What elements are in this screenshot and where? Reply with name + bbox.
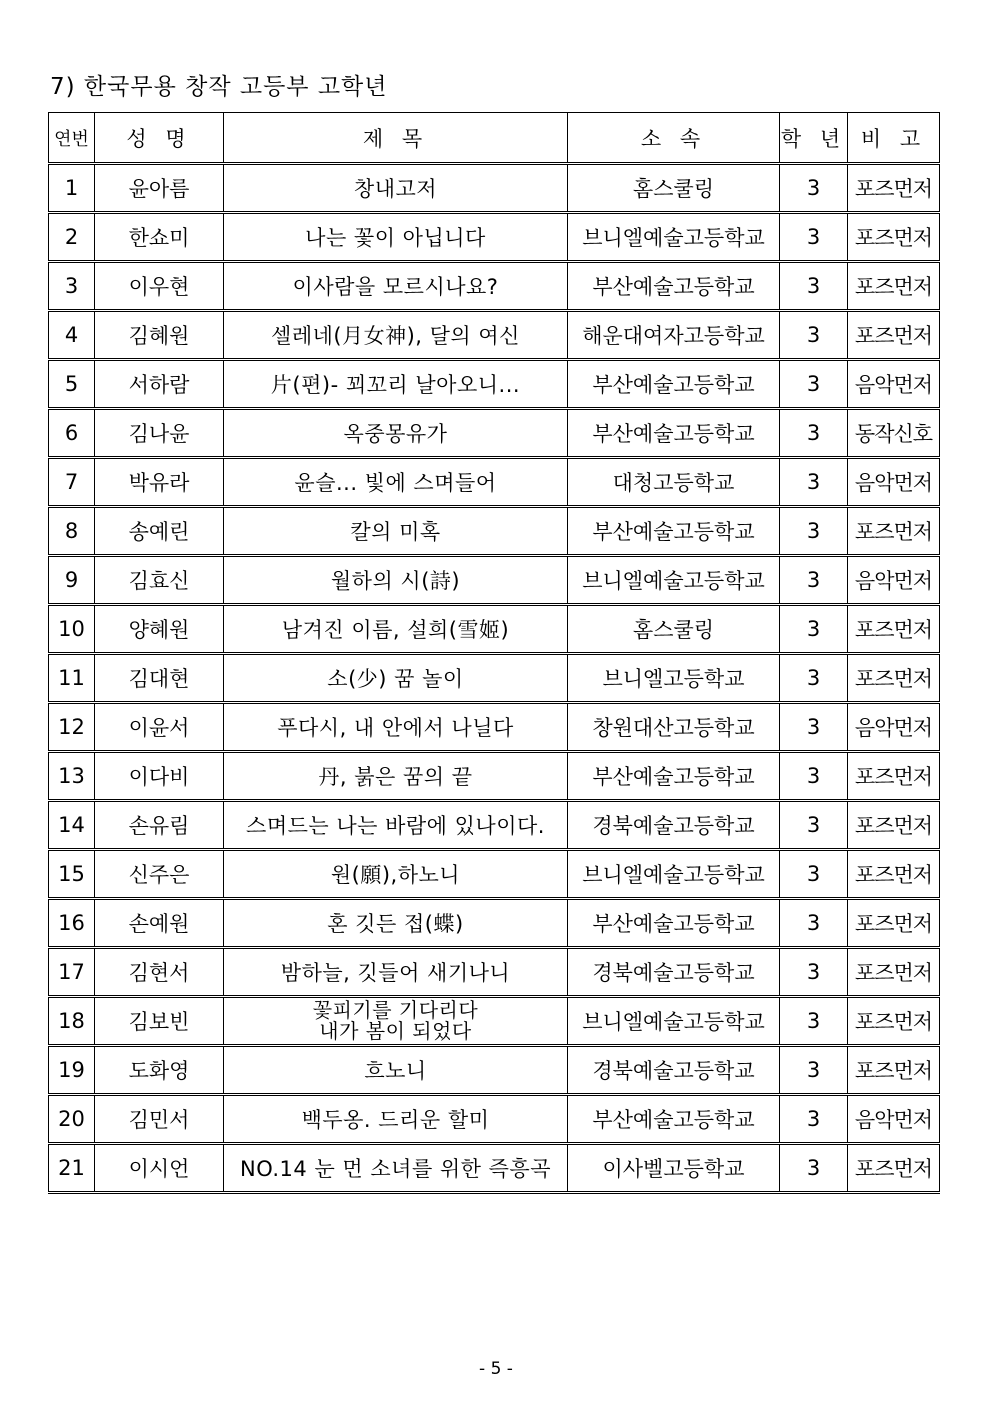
cell-name: 김보빈 (95, 997, 224, 1046)
cell-no: 12 (49, 703, 95, 752)
cell-no: 18 (49, 997, 95, 1046)
cell-affiliation: 창원대산고등학교 (568, 703, 780, 752)
cell-grade: 3 (780, 458, 848, 507)
cell-no: 5 (49, 360, 95, 409)
cell-note: 음악먼저 (848, 703, 940, 752)
cell-no: 8 (49, 507, 95, 556)
table-row (49, 409, 940, 458)
cell-no: 1 (49, 164, 95, 213)
cell-no: 17 (49, 948, 95, 997)
header-no: 연번 (49, 113, 95, 164)
cell-affiliation: 부산예술고등학교 (568, 752, 780, 801)
cell-note: 음악먼저 (848, 1095, 940, 1144)
cell-name: 이시언 (95, 1144, 224, 1193)
cell-name: 이다비 (95, 752, 224, 801)
header-affiliation: 소 속 (568, 113, 780, 164)
cell-affiliation: 이사벨고등학교 (568, 1144, 780, 1193)
cell-name: 김현서 (95, 948, 224, 997)
cell-name: 도화영 (95, 1046, 224, 1095)
cell-title: 백두옹. 드리운 할미 (224, 1095, 568, 1144)
cell-note: 동작신호 (848, 409, 940, 458)
cell-name: 김효신 (95, 556, 224, 605)
table-row (49, 1095, 940, 1144)
cell-grade: 3 (780, 899, 848, 948)
cell-grade: 3 (780, 1046, 848, 1095)
cell-grade: 3 (780, 164, 848, 213)
table-row (49, 654, 940, 703)
cell-no: 16 (49, 899, 95, 948)
cell-title-line: 꽃피기를 기다리다 (312, 998, 479, 1022)
cell-affiliation: 경북예술고등학교 (568, 801, 780, 850)
table-row (49, 605, 940, 654)
cell-title: 셀레네(月女神), 달의 여신 (224, 311, 568, 360)
cell-affiliation: 브니엘예술고등학교 (568, 997, 780, 1046)
cell-affiliation: 대청고등학교 (568, 458, 780, 507)
cell-grade: 3 (780, 409, 848, 458)
cell-grade: 3 (780, 948, 848, 997)
cell-note: 음악먼저 (848, 360, 940, 409)
cell-affiliation: 브니엘예술고등학교 (568, 850, 780, 899)
cell-affiliation: 부산예술고등학교 (568, 899, 780, 948)
cell-note: 음악먼저 (848, 556, 940, 605)
cell-title: 片(편)- 꾀꼬리 날아오니... (224, 360, 568, 409)
cell-grade: 3 (780, 801, 848, 850)
table-row (49, 997, 940, 1046)
table-row (49, 213, 940, 262)
cell-grade: 3 (780, 605, 848, 654)
cell-grade: 3 (780, 997, 848, 1046)
cell-affiliation: 부산예술고등학교 (568, 262, 780, 311)
cell-note: 포즈먼저 (848, 997, 940, 1046)
table-row (49, 948, 940, 997)
cell-note: 포즈먼저 (848, 948, 940, 997)
cell-name: 양혜원 (95, 605, 224, 654)
table-row (49, 507, 940, 556)
table-row (49, 360, 940, 409)
cell-grade: 3 (780, 556, 848, 605)
table-row (49, 311, 940, 360)
cell-name: 김민서 (95, 1095, 224, 1144)
cell-affiliation: 부산예술고등학교 (568, 507, 780, 556)
cell-grade: 3 (780, 507, 848, 556)
cell-no: 4 (49, 311, 95, 360)
cell-name: 서하람 (95, 360, 224, 409)
table-row (49, 801, 940, 850)
cell-note: 포즈먼저 (848, 311, 940, 360)
cell-affiliation: 브니엘예술고등학교 (568, 213, 780, 262)
table-row (49, 1144, 940, 1193)
table-header-row (49, 113, 940, 164)
cell-no: 15 (49, 850, 95, 899)
cell-grade: 3 (780, 752, 848, 801)
cell-title: 흐노니 (224, 1046, 568, 1095)
cell-name: 송예린 (95, 507, 224, 556)
cell-title: 옥중몽유가 (224, 409, 568, 458)
cell-no: 9 (49, 556, 95, 605)
cell-no: 13 (49, 752, 95, 801)
table-row (49, 458, 940, 507)
cell-grade: 3 (780, 213, 848, 262)
cell-affiliation: 부산예술고등학교 (568, 409, 780, 458)
cell-affiliation: 부산예술고등학교 (568, 360, 780, 409)
cell-affiliation: 해운대여자고등학교 (568, 311, 780, 360)
cell-grade: 3 (780, 360, 848, 409)
cell-name: 김나윤 (95, 409, 224, 458)
cell-title-line: 내가 봄이 되었다 (319, 1019, 472, 1043)
cell-grade: 3 (780, 703, 848, 752)
cell-grade: 3 (780, 1144, 848, 1193)
cell-no: 2 (49, 213, 95, 262)
cell-name: 윤아름 (95, 164, 224, 213)
cell-name: 손예원 (95, 899, 224, 948)
cell-affiliation: 홈스쿨링 (568, 605, 780, 654)
cell-name: 이윤서 (95, 703, 224, 752)
cell-name: 김혜원 (95, 311, 224, 360)
cell-name: 손유림 (95, 801, 224, 850)
table-row (49, 262, 940, 311)
cell-affiliation: 홈스쿨링 (568, 164, 780, 213)
cell-grade: 3 (780, 262, 848, 311)
table-row (49, 703, 940, 752)
cell-note: 포즈먼저 (848, 850, 940, 899)
cell-title: 스며드는 나는 바람에 있나이다. (224, 801, 568, 850)
cell-name: 이우현 (95, 262, 224, 311)
header-grade: 학 년 (780, 113, 848, 164)
cell-name: 김대현 (95, 654, 224, 703)
table-row (49, 556, 940, 605)
cell-affiliation: 브니엘고등학교 (568, 654, 780, 703)
table-row (49, 850, 940, 899)
cell-name: 박유라 (95, 458, 224, 507)
section-title: 7) 한국무용 창작 고등부 고학년 (50, 74, 388, 100)
cell-grade: 3 (780, 850, 848, 899)
cell-name: 신주은 (95, 850, 224, 899)
cell-title: 남겨진 이름, 설희(雪姬) (224, 605, 568, 654)
page-number: - 5 - (479, 1359, 513, 1379)
cell-no: 20 (49, 1095, 95, 1144)
cell-no: 7 (49, 458, 95, 507)
cell-title: 월하의 시(詩) (224, 556, 568, 605)
cell-no: 14 (49, 801, 95, 850)
cell-title: 칼의 미혹 (224, 507, 568, 556)
cell-title: 창내고저 (224, 164, 568, 213)
cell-grade: 3 (780, 654, 848, 703)
header-note: 비 고 (848, 113, 940, 164)
cell-note: 포즈먼저 (848, 899, 940, 948)
header-name: 성 명 (95, 113, 224, 164)
cell-no: 11 (49, 654, 95, 703)
cell-note: 포즈먼저 (848, 654, 940, 703)
table-row (49, 899, 940, 948)
cell-affiliation: 부산예술고등학교 (568, 1095, 780, 1144)
cell-note: 포즈먼저 (848, 1144, 940, 1193)
cell-note: 포즈먼저 (848, 801, 940, 850)
cell-no: 19 (49, 1046, 95, 1095)
cell-grade: 3 (780, 1095, 848, 1144)
cell-no: 6 (49, 409, 95, 458)
cell-no: 21 (49, 1144, 95, 1193)
cell-affiliation: 경북예술고등학교 (568, 948, 780, 997)
cell-note: 음악먼저 (848, 458, 940, 507)
cell-title (224, 997, 568, 1046)
table-row (49, 1046, 940, 1095)
cell-title: 푸다시, 내 안에서 나닐다 (224, 703, 568, 752)
table-row (49, 752, 940, 801)
cell-title: 원(願),하노니 (224, 850, 568, 899)
cell-note: 포즈먼저 (848, 1046, 940, 1095)
cell-no: 10 (49, 605, 95, 654)
cell-no: 3 (49, 262, 95, 311)
cell-title: 丹, 붉은 꿈의 끝 (224, 752, 568, 801)
cell-title: NO.14 눈 먼 소녀를 위한 즉흥곡 (224, 1144, 568, 1193)
cell-note: 포즈먼저 (848, 164, 940, 213)
cell-title: 혼 깃든 접(蝶) (224, 899, 568, 948)
cell-affiliation: 경북예술고등학교 (568, 1046, 780, 1095)
cell-title: 밤하늘, 깃들어 새기나니 (224, 948, 568, 997)
cell-note: 포즈먼저 (848, 262, 940, 311)
header-title: 제 목 (224, 113, 568, 164)
cell-note: 포즈먼저 (848, 605, 940, 654)
cell-note: 포즈먼저 (848, 213, 940, 262)
participant-table (48, 112, 940, 1194)
cell-title: 이사람을 모르시나요? (224, 262, 568, 311)
cell-affiliation: 브니엘예술고등학교 (568, 556, 780, 605)
cell-grade: 3 (780, 311, 848, 360)
cell-title: 소(少) 꿈 놀이 (224, 654, 568, 703)
cell-note: 포즈먼저 (848, 507, 940, 556)
cell-title: 나는 꽃이 아닙니다 (224, 213, 568, 262)
table-row (49, 164, 940, 213)
cell-note: 포즈먼저 (848, 752, 940, 801)
cell-name: 한쇼미 (95, 213, 224, 262)
cell-title: 윤슬... 빛에 스며들어 (224, 458, 568, 507)
